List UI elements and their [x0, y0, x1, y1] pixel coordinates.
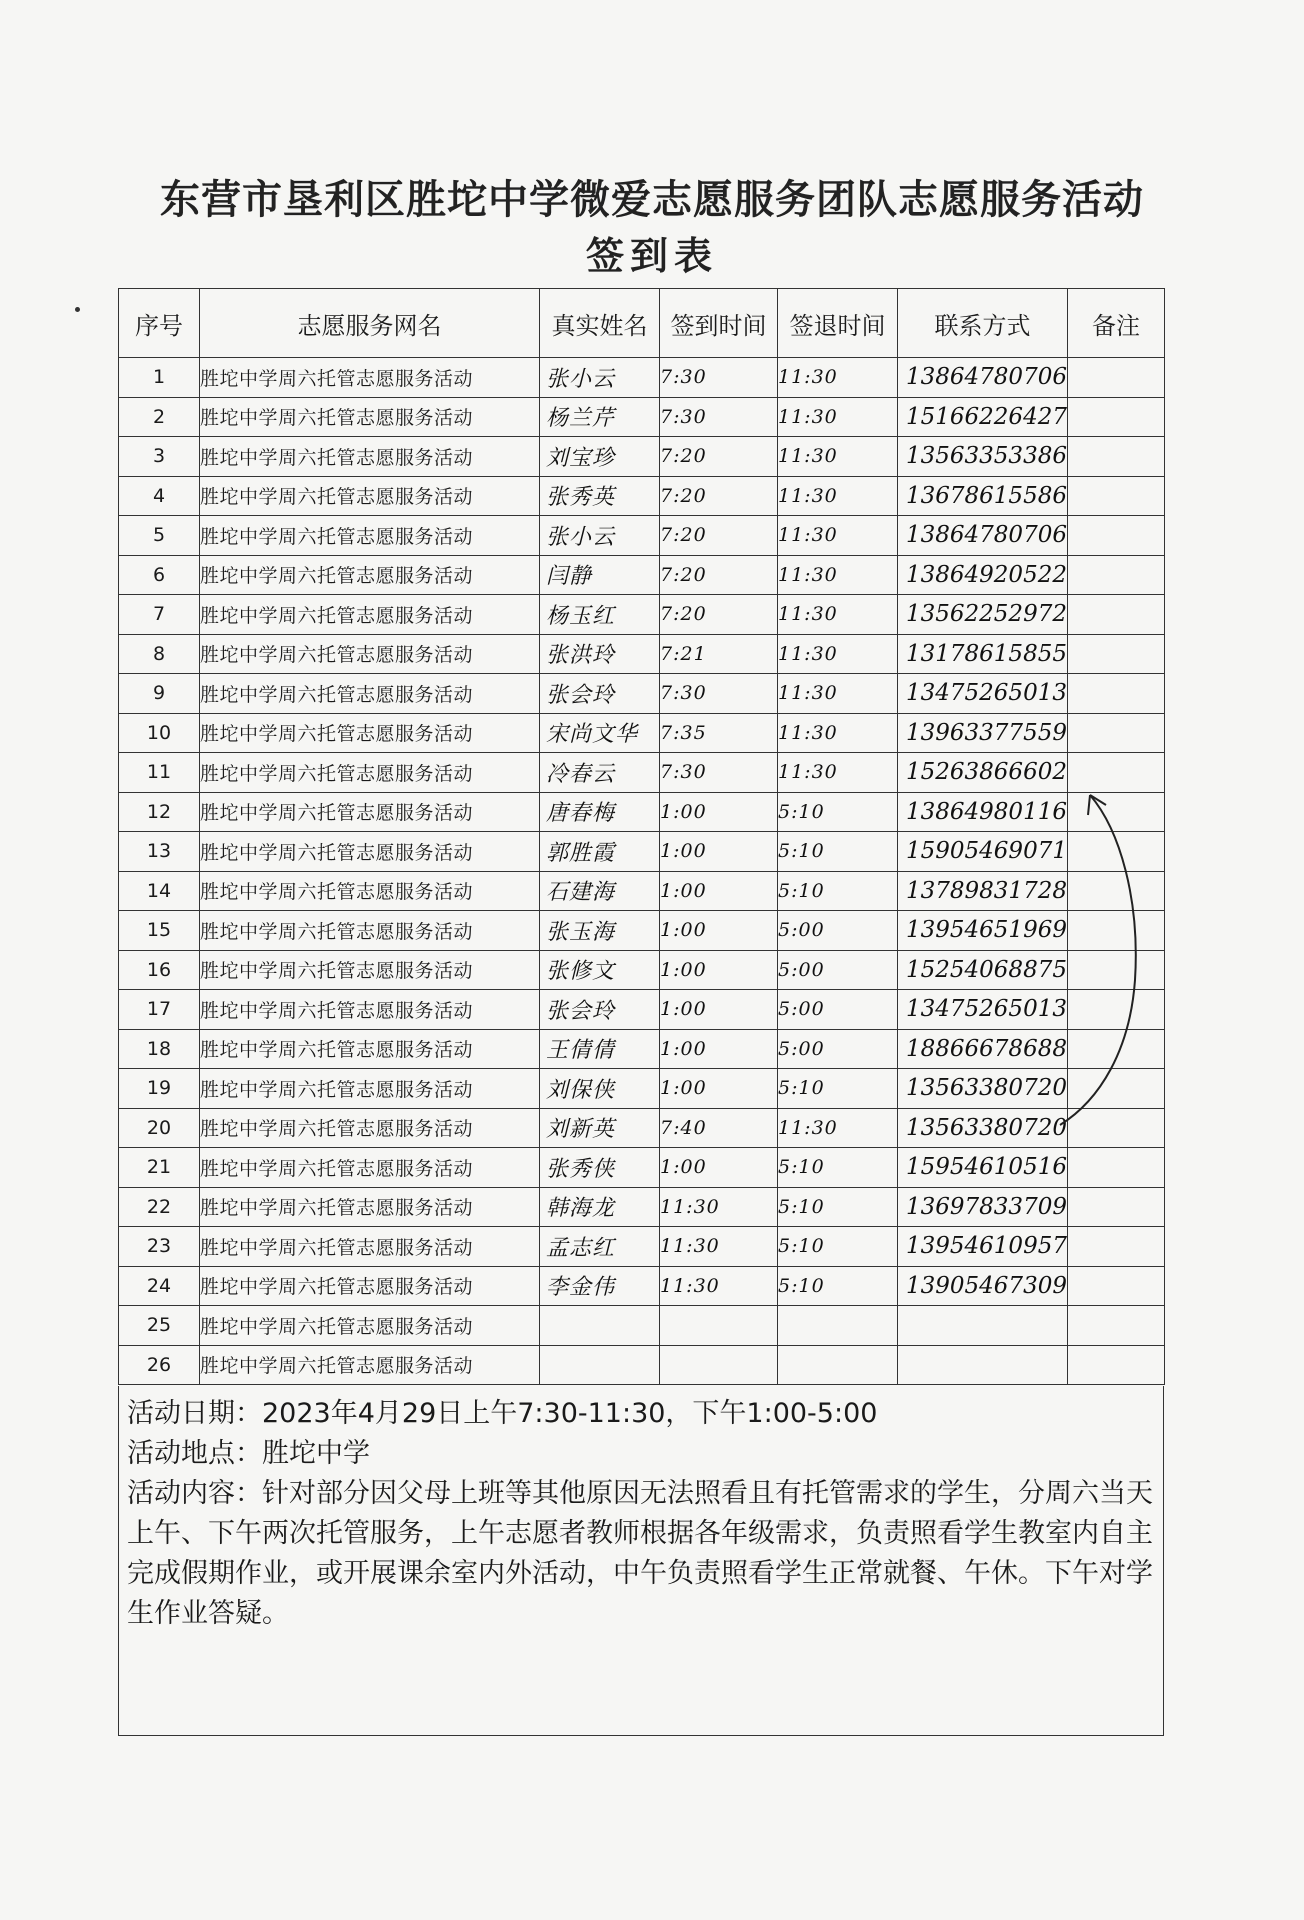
activity-name: 胜坨中学周六托管志愿服务活动: [200, 358, 540, 398]
activity-name: 胜坨中学周六托管志愿服务活动: [200, 713, 540, 753]
signin-time: 7:21: [660, 634, 778, 674]
activity-name: 胜坨中学周六托管志愿服务活动: [200, 1266, 540, 1306]
contact-phone: 15905469071: [898, 832, 1068, 872]
table-row: [119, 634, 1165, 674]
signout-time: [778, 1306, 898, 1346]
remark-cell: [1068, 1069, 1165, 1109]
volunteer-name: 杨兰芹: [540, 397, 660, 437]
remark-cell: [1068, 1187, 1165, 1227]
signin-time: 11:30: [660, 1266, 778, 1306]
row-number: 26: [119, 1345, 200, 1385]
contact-phone: 13563353386: [898, 437, 1068, 477]
contact-phone: 13178615855: [898, 634, 1068, 674]
contact-phone: 13864980116: [898, 792, 1068, 832]
remark-cell: [1068, 1029, 1165, 1069]
table-row: [119, 871, 1165, 911]
activity-info: [118, 1386, 1164, 1736]
row-number: 3: [119, 437, 200, 477]
remark-cell: [1068, 832, 1165, 872]
row-number: 16: [119, 950, 200, 990]
table-row: [119, 792, 1165, 832]
volunteer-name: 张洪玲: [540, 634, 660, 674]
contact-phone: 13475265013: [898, 990, 1068, 1030]
volunteer-name: 张秀英: [540, 476, 660, 516]
signin-time: 7:20: [660, 437, 778, 477]
contact-phone: 13475265013: [898, 674, 1068, 714]
activity-name: 胜坨中学周六托管志愿服务活动: [200, 911, 540, 951]
contact-phone: 13954610957: [898, 1227, 1068, 1267]
signin-time: [660, 1345, 778, 1385]
signin-time: 1:00: [660, 1069, 778, 1109]
table-row: [119, 1266, 1165, 1306]
activity-name: 胜坨中学周六托管志愿服务活动: [200, 950, 540, 990]
signin-time: 1:00: [660, 832, 778, 872]
table-row: [119, 950, 1165, 990]
signout-time: 5:10: [778, 1266, 898, 1306]
signout-time: 11:30: [778, 437, 898, 477]
contact-phone: 13678615586: [898, 476, 1068, 516]
signin-time: 1:00: [660, 990, 778, 1030]
remark-cell: [1068, 1148, 1165, 1188]
table-body: [119, 358, 1165, 1385]
activity-name: 胜坨中学周六托管志愿服务活动: [200, 595, 540, 635]
remark-cell: [1068, 397, 1165, 437]
table-row: [119, 1187, 1165, 1227]
row-number: 20: [119, 1108, 200, 1148]
remark-cell: [1068, 713, 1165, 753]
table-row: [119, 1029, 1165, 1069]
row-number: 22: [119, 1187, 200, 1227]
signout-time: 5:00: [778, 990, 898, 1030]
volunteer-name: 张会玲: [540, 674, 660, 714]
row-number: 12: [119, 792, 200, 832]
remark-cell: [1068, 1345, 1165, 1385]
remark-cell: [1068, 555, 1165, 595]
signin-time: 7:20: [660, 476, 778, 516]
header-signout: 签退时间: [778, 289, 898, 358]
signout-time: 5:00: [778, 911, 898, 951]
remark-cell: [1068, 437, 1165, 477]
signout-time: 5:10: [778, 792, 898, 832]
volunteer-name: 冷春云: [540, 753, 660, 793]
contact-phone: 15254068875: [898, 950, 1068, 990]
signout-time: 5:10: [778, 1069, 898, 1109]
header-contact: 联系方式: [898, 289, 1068, 358]
activity-name: 胜坨中学周六托管志愿服务活动: [200, 1029, 540, 1069]
row-number: 15: [119, 911, 200, 951]
contact-phone: 13789831728: [898, 871, 1068, 911]
row-number: 25: [119, 1306, 200, 1346]
activity-name: 胜坨中学周六托管志愿服务活动: [200, 1108, 540, 1148]
table-row: [119, 1069, 1165, 1109]
row-number: 17: [119, 990, 200, 1030]
signout-time: 11:30: [778, 476, 898, 516]
header-name: 真实姓名: [540, 289, 660, 358]
contact-phone: 13864920522: [898, 555, 1068, 595]
header-activity: 志愿服务网名: [200, 289, 540, 358]
signout-time: 11:30: [778, 516, 898, 556]
volunteer-name: 郭胜霞: [540, 832, 660, 872]
activity-name: 胜坨中学周六托管志愿服务活动: [200, 555, 540, 595]
volunteer-name: [540, 1345, 660, 1385]
signin-time: 1:00: [660, 911, 778, 951]
signout-time: 5:10: [778, 1227, 898, 1267]
activity-name: 胜坨中学周六托管志愿服务活动: [200, 1187, 540, 1227]
table-row: [119, 832, 1165, 872]
signin-time: [660, 1306, 778, 1346]
row-number: 1: [119, 358, 200, 398]
row-number: 6: [119, 555, 200, 595]
remark-cell: [1068, 990, 1165, 1030]
table-row: [119, 1345, 1165, 1385]
activity-name: 胜坨中学周六托管志愿服务活动: [200, 871, 540, 911]
row-number: 18: [119, 1029, 200, 1069]
ink-dot: [75, 307, 80, 312]
row-number: 21: [119, 1148, 200, 1188]
remark-cell: [1068, 1108, 1165, 1148]
table-row: [119, 476, 1165, 516]
volunteer-name: 张小云: [540, 516, 660, 556]
remark-cell: [1068, 950, 1165, 990]
activity-name: 胜坨中学周六托管志愿服务活动: [200, 1227, 540, 1267]
signout-time: 5:10: [778, 871, 898, 911]
remark-cell: [1068, 911, 1165, 951]
row-number: 2: [119, 397, 200, 437]
row-number: 10: [119, 713, 200, 753]
signin-time: 11:30: [660, 1187, 778, 1227]
table-row: [119, 1148, 1165, 1188]
activity-name: 胜坨中学周六托管志愿服务活动: [200, 753, 540, 793]
table-row: [119, 911, 1165, 951]
signin-time: 7:20: [660, 516, 778, 556]
row-number: 11: [119, 753, 200, 793]
signin-time: 1:00: [660, 1148, 778, 1188]
signout-time: 5:10: [778, 1187, 898, 1227]
remark-cell: [1068, 871, 1165, 911]
contact-phone: 15954610516: [898, 1148, 1068, 1188]
remark-cell: [1068, 634, 1165, 674]
table-header-row: [119, 289, 1165, 358]
volunteer-name: 刘宝珍: [540, 437, 660, 477]
table-row: [119, 397, 1165, 437]
volunteer-name: 张小云: [540, 358, 660, 398]
contact-phone: 13562252972: [898, 595, 1068, 635]
table-row: [119, 1108, 1165, 1148]
table-row: [119, 555, 1165, 595]
document-subtitle: 签到表: [585, 233, 718, 278]
contact-phone: 13905467309: [898, 1266, 1068, 1306]
signin-time: 7:40: [660, 1108, 778, 1148]
remark-cell: [1068, 792, 1165, 832]
row-number: 14: [119, 871, 200, 911]
header-remark: 备注: [1068, 289, 1165, 358]
signin-time: 1:00: [660, 1029, 778, 1069]
document-title: 东营市垦利区胜坨中学微爱志愿服务团队志愿服务活动: [160, 176, 1144, 223]
signin-time: 11:30: [660, 1227, 778, 1267]
table-row: [119, 990, 1165, 1030]
contact-phone: 13563380720: [898, 1108, 1068, 1148]
row-number: 19: [119, 1069, 200, 1109]
activity-name: 胜坨中学周六托管志愿服务活动: [200, 397, 540, 437]
volunteer-name: 张秀侠: [540, 1148, 660, 1188]
volunteer-name: 唐春梅: [540, 792, 660, 832]
volunteer-name: 石建海: [540, 871, 660, 911]
volunteer-name: 宋尚文华: [540, 713, 660, 753]
remark-cell: [1068, 595, 1165, 635]
volunteer-name: [540, 1306, 660, 1346]
signin-time: 7:30: [660, 753, 778, 793]
signout-time: 5:10: [778, 1148, 898, 1188]
volunteer-name: 李金伟: [540, 1266, 660, 1306]
volunteer-name: 孟志红: [540, 1227, 660, 1267]
activity-name: 胜坨中学周六托管志愿服务活动: [200, 990, 540, 1030]
activity-place: 活动地点：胜坨中学: [127, 1438, 370, 1469]
volunteer-name: 张会玲: [540, 990, 660, 1030]
row-number: 8: [119, 634, 200, 674]
contact-phone: 13864780706: [898, 516, 1068, 556]
volunteer-name: 刘保侠: [540, 1069, 660, 1109]
signout-time: [778, 1345, 898, 1385]
activity-name: 胜坨中学周六托管志愿服务活动: [200, 634, 540, 674]
signout-time: 11:30: [778, 595, 898, 635]
remark-cell: [1068, 358, 1165, 398]
volunteer-name: 刘新英: [540, 1108, 660, 1148]
table-row: [119, 516, 1165, 556]
table-row: [119, 753, 1165, 793]
table-row: [119, 437, 1165, 477]
row-number: 4: [119, 476, 200, 516]
header-signin: 签到时间: [660, 289, 778, 358]
signout-time: 11:30: [778, 397, 898, 437]
signout-time: 11:30: [778, 713, 898, 753]
contact-phone: 15166226427: [898, 397, 1068, 437]
signout-time: 11:30: [778, 555, 898, 595]
remark-cell: [1068, 476, 1165, 516]
contact-phone: 15263866602: [898, 753, 1068, 793]
signout-time: 11:30: [778, 634, 898, 674]
contact-phone: 13864780706: [898, 358, 1068, 398]
activity-name: 胜坨中学周六托管志愿服务活动: [200, 1148, 540, 1188]
volunteer-name: 王倩倩: [540, 1029, 660, 1069]
contact-phone: 13954651969: [898, 911, 1068, 951]
activity-name: 胜坨中学周六托管志愿服务活动: [200, 792, 540, 832]
volunteer-name: 杨玉红: [540, 595, 660, 635]
table-row: [119, 595, 1165, 635]
contact-phone: [898, 1345, 1068, 1385]
contact-phone: 13697833709: [898, 1187, 1068, 1227]
activity-name: 胜坨中学周六托管志愿服务活动: [200, 1306, 540, 1346]
signin-time: 1:00: [660, 871, 778, 911]
signout-time: 11:30: [778, 1108, 898, 1148]
signout-time: 11:30: [778, 358, 898, 398]
sign-in-table: [118, 288, 1165, 1385]
row-number: 24: [119, 1266, 200, 1306]
table-row: [119, 1306, 1165, 1346]
signin-time: 7:20: [660, 595, 778, 635]
row-number: 7: [119, 595, 200, 635]
row-number: 23: [119, 1227, 200, 1267]
table-row: [119, 358, 1165, 398]
row-number: 5: [119, 516, 200, 556]
header-no: 序号: [119, 289, 200, 358]
activity-name: 胜坨中学周六托管志愿服务活动: [200, 832, 540, 872]
activity-name: 胜坨中学周六托管志愿服务活动: [200, 437, 540, 477]
volunteer-name: 张玉海: [540, 911, 660, 951]
signout-time: 5:00: [778, 950, 898, 990]
remark-cell: [1068, 753, 1165, 793]
remark-cell: [1068, 1227, 1165, 1267]
table-row: [119, 1227, 1165, 1267]
row-number: 9: [119, 674, 200, 714]
contact-phone: 13563380720: [898, 1069, 1068, 1109]
signout-time: 5:10: [778, 832, 898, 872]
signin-time: 1:00: [660, 792, 778, 832]
signout-time: 11:30: [778, 674, 898, 714]
remark-cell: [1068, 1306, 1165, 1346]
signin-time: 7:30: [660, 358, 778, 398]
activity-name: 胜坨中学周六托管志愿服务活动: [200, 476, 540, 516]
remark-cell: [1068, 674, 1165, 714]
activity-date: 活动日期：2023年4月29日上午7:30-11:30，下午1:00-5:00: [127, 1398, 878, 1429]
contact-phone: 18866678688: [898, 1029, 1068, 1069]
remark-cell: [1068, 1266, 1165, 1306]
volunteer-name: 闫静: [540, 555, 660, 595]
remark-cell: [1068, 516, 1165, 556]
activity-name: 胜坨中学周六托管志愿服务活动: [200, 1345, 540, 1385]
table-row: [119, 713, 1165, 753]
table-row: [119, 674, 1165, 714]
row-number: 13: [119, 832, 200, 872]
activity-name: 胜坨中学周六托管志愿服务活动: [200, 674, 540, 714]
volunteer-name: 张修文: [540, 950, 660, 990]
signout-time: 5:00: [778, 1029, 898, 1069]
signout-time: 11:30: [778, 753, 898, 793]
signin-time: 1:00: [660, 950, 778, 990]
activity-name: 胜坨中学周六托管志愿服务活动: [200, 516, 540, 556]
activity-name: 胜坨中学周六托管志愿服务活动: [200, 1069, 540, 1109]
activity-content: 活动内容：针对部分因父母上班等其他原因无法照看且有托管需求的学生，分周六当天上午、下午两次托管服务，上午志愿者教师根据各年级需求，负责照看学生教室内自主完成假期作业，或开展课余室内外活动，中午负责照看学生正常就餐、午休。下午对学生作业答疑。: [127, 1478, 1153, 1629]
signin-time: 7:30: [660, 397, 778, 437]
signin-time: 7:35: [660, 713, 778, 753]
signin-time: 7:30: [660, 674, 778, 714]
signin-time: 7:20: [660, 555, 778, 595]
contact-phone: 13963377559: [898, 713, 1068, 753]
volunteer-name: 韩海龙: [540, 1187, 660, 1227]
contact-phone: [898, 1306, 1068, 1346]
